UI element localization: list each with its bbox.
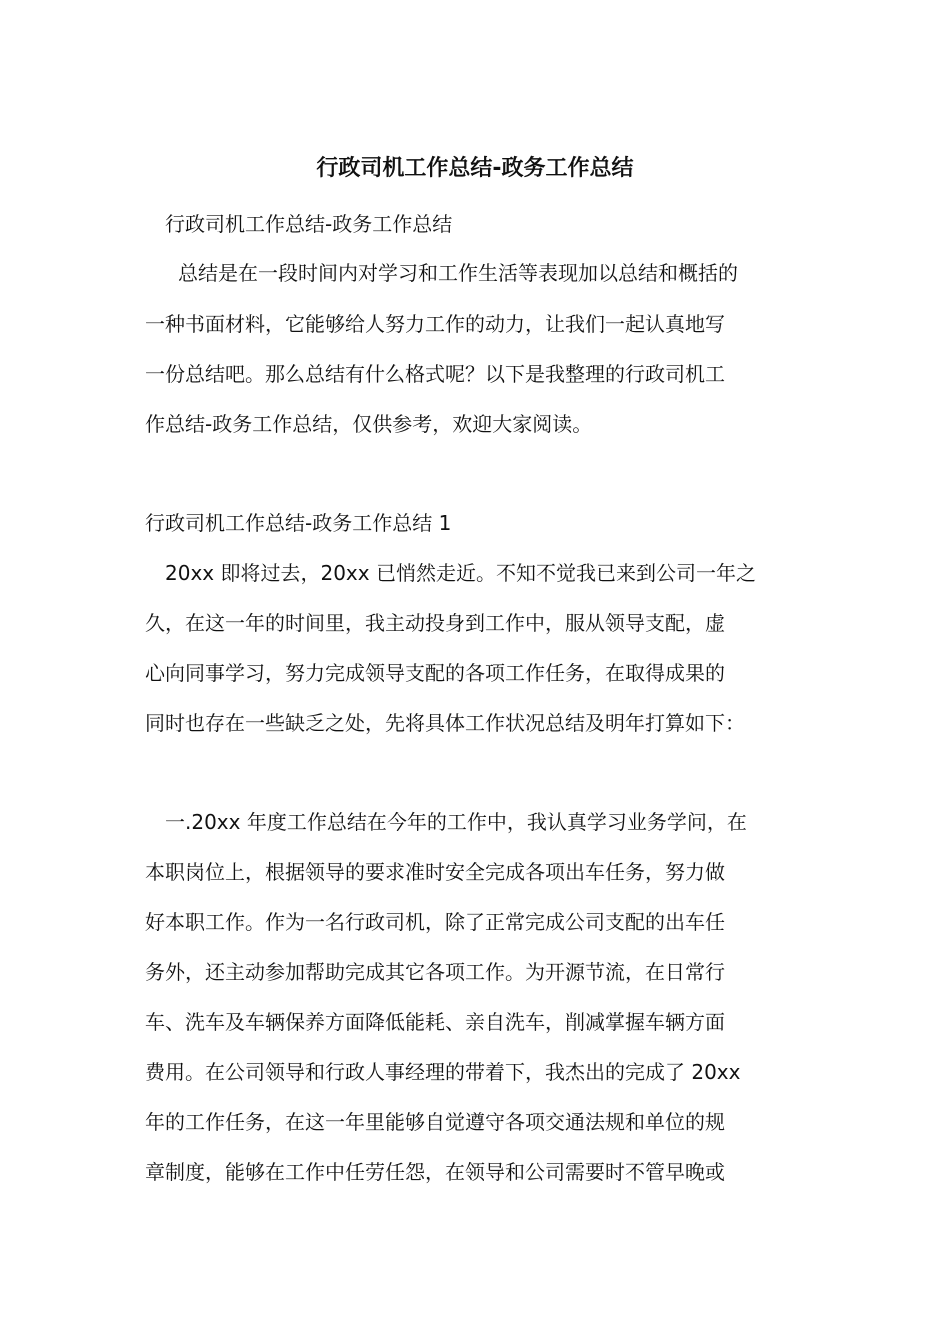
paragraph-line: 同时也存在一些缺乏之处，先将具体工作状况总结及明年打算如下： — [145, 711, 745, 735]
paragraph-line: 务外，还主动参加帮助完成其它各项工作。为开源节流，在日常行 — [145, 960, 725, 984]
paragraph-line: 章制度，能够在工作中任劳任怨，在领导和公司需要时不管早晚或 — [145, 1160, 725, 1184]
intro-line: 总结是在一段时间内对学习和工作生活等表现加以总结和概括的 — [178, 261, 738, 285]
intro-line: 一种书面材料，它能够给人努力工作的动力，让我们一起认真地写 — [145, 312, 725, 336]
intro-line: 一份总结吧。那么总结有什么格式呢？以下是我整理的行政司机工 — [145, 362, 725, 386]
document-subtitle: 行政司机工作总结-政务工作总结 — [165, 212, 453, 236]
paragraph-line: 车、洗车及车辆保养方面降低能耗、亲自洗车，削减掌握车辆方面 — [145, 1010, 725, 1034]
paragraph-line: 一.20xx 年度工作总结在今年的工作中，我认真学习业务学问，在 — [165, 810, 747, 834]
paragraph-line: 20xx 即将过去，20xx 已悄然走近。不知不觉我已来到公司一年之 — [165, 561, 756, 585]
intro-line: 作总结-政务工作总结，仅供参考，欢迎大家阅读。 — [145, 412, 593, 436]
section-heading: 行政司机工作总结-政务工作总结 1 — [145, 511, 452, 535]
paragraph-line: 久，在这一年的时间里，我主动投身到工作中，服从领导支配，虚 — [145, 611, 725, 635]
paragraph-line: 心向同事学习，努力完成领导支配的各项工作任务，在取得成果的 — [145, 661, 725, 685]
paragraph-line: 本职岗位上，根据领导的要求准时安全完成各项出车任务，努力做 — [145, 860, 725, 884]
paragraph-line: 年的工作任务，在这一年里能够自觉遵守各项交通法规和单位的规 — [145, 1110, 725, 1134]
paragraph-line: 费用。在公司领导和行政人事经理的带着下，我杰出的完成了 20xx — [145, 1060, 741, 1084]
document-title: 行政司机工作总结-政务工作总结 — [316, 156, 634, 181]
paragraph-line: 好本职工作。作为一名行政司机，除了正常完成公司支配的出车任 — [145, 910, 725, 934]
